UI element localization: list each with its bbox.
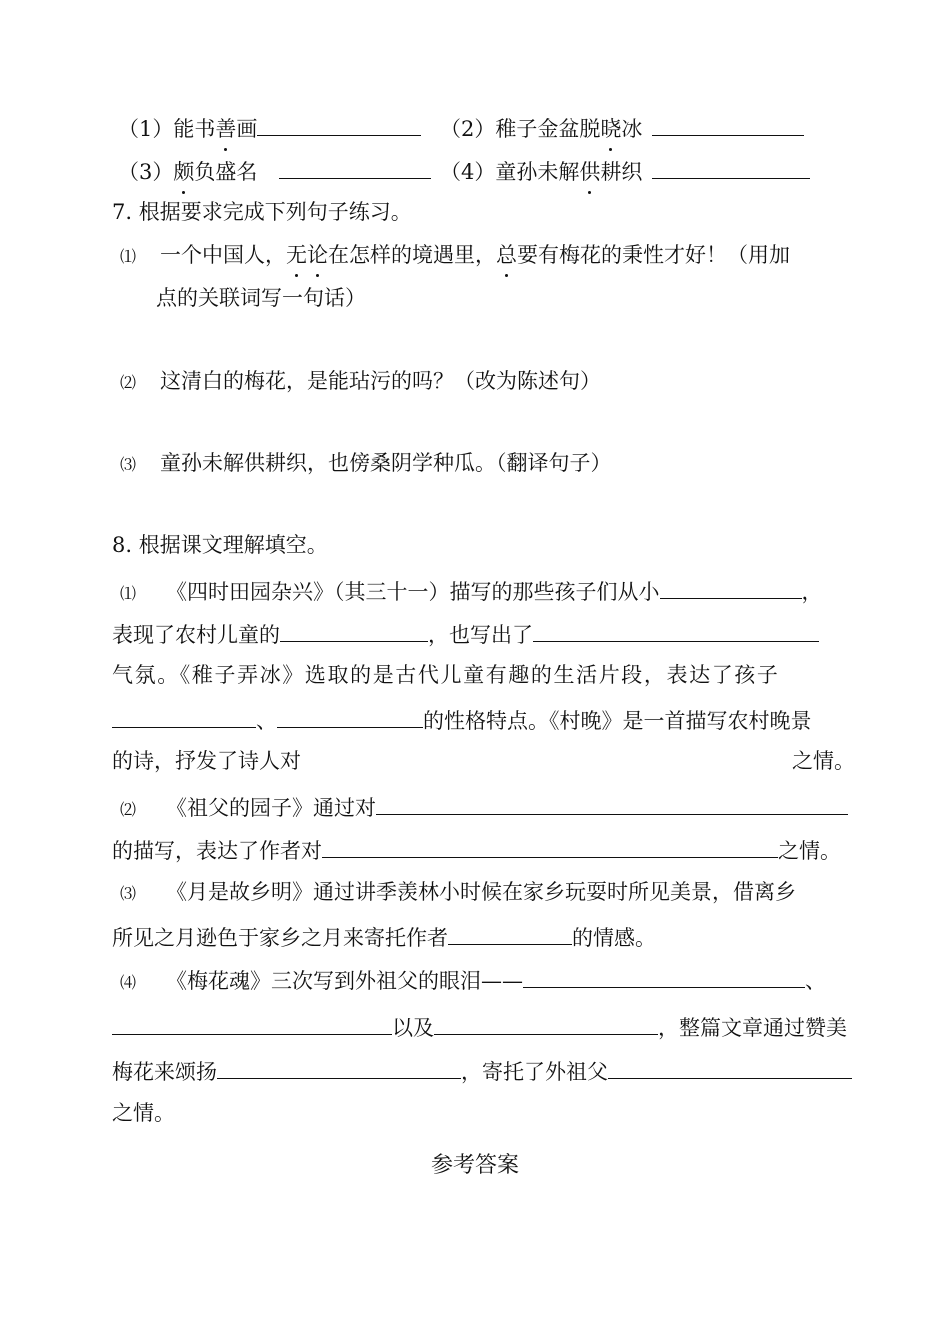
q8-part-2-blank-1[interactable] <box>376 790 848 815</box>
q7-sentence-2-text: 这清白的梅花，是能玷污的吗？（改为陈述句） <box>160 369 602 393</box>
q8-part-3-number: ⑶ <box>120 884 137 903</box>
q8-part-2-number: ⑵ <box>120 800 137 819</box>
q8-part-4-blank-5[interactable] <box>608 1054 852 1079</box>
answers-title: 参考答案 <box>430 1153 519 1178</box>
q8-part-2-line-2-end: 之情。 <box>778 839 841 863</box>
q8-part-1-blank-5[interactable] <box>277 703 423 728</box>
q6-item-1-text: （1）能书 <box>118 117 216 141</box>
q8-part-2-text: 《祖父的园子》通过对 <box>166 796 377 820</box>
q6-item-3-dotted-char: 颇 <box>173 157 194 187</box>
q8-part-2-blank-2[interactable] <box>322 833 778 858</box>
q8-part-1-blank-1[interactable] <box>660 574 802 599</box>
q8-part-4-line-2-text-a: 以及 <box>392 1016 434 1040</box>
q6-item-4-text-end: 耕织 <box>600 160 643 184</box>
q8-part-4-sep: 、 <box>805 969 827 993</box>
q8-part-4-line-3 <box>112 1054 852 1084</box>
q8-part-4-line-2-text-b: ，整篇文章通过赞美 <box>658 1016 847 1040</box>
q8-part-1-blank-4[interactable] <box>112 703 256 728</box>
q8-part-4-line-3-text-a: 梅花来颂扬 <box>112 1060 217 1084</box>
q8-part-3-line-2-end: 的情感。 <box>572 926 656 950</box>
q8-part-1-comma: ， <box>801 580 823 604</box>
q7-sentence-1-dot-1: 无 <box>286 240 307 270</box>
q7-sentence-3-number: ⑶ <box>120 455 137 474</box>
q6-item-4 <box>440 154 810 184</box>
q8-part-4-line-2 <box>112 1010 847 1040</box>
q6-item-3-text: （3） <box>118 160 174 184</box>
q8-part-4-line-3-text-b: ，寄托了外祖父 <box>461 1060 608 1084</box>
q6-item-1-blank[interactable] <box>257 111 421 136</box>
q7-sentence-1-dot-3: 总 <box>496 240 517 270</box>
q8-part-2-line-2-text: 的描写，表达了作者对 <box>112 839 322 863</box>
q6-item-4-text: （4）童孙未解 <box>440 160 580 184</box>
q8-part-1-blank-2[interactable] <box>280 617 428 642</box>
q8-part-2-line-2 <box>112 833 841 863</box>
q8-part-4-blank-1[interactable] <box>523 963 805 988</box>
q6-item-2-blank[interactable] <box>652 111 804 136</box>
q6-item-1 <box>118 111 421 141</box>
q6-item-3 <box>118 154 431 184</box>
q7-sentence-1-dot-2: 论 <box>307 240 328 270</box>
q7-sentence-1-text-b: 在怎样的境遇里， <box>328 243 497 267</box>
q6-item-3-text-end: 负盛名 <box>194 160 258 184</box>
q8-part-1-text: 《四时田园杂兴》（其三十一）描写的那些孩子们从小 <box>166 580 660 604</box>
q8-part-3-blank[interactable] <box>448 920 572 945</box>
q7-heading: 7. 根据要求完成下列句子练习。 <box>112 200 412 224</box>
q6-item-2-text: （2）稚子金盆脱 <box>440 117 601 141</box>
q6-item-2-dotted-char: 晓 <box>600 114 621 144</box>
q7-sentence-3-text: 童孙未解供耕织，也傍桑阴学种瓜。（翻译句子） <box>160 451 612 475</box>
q7-sentence-1 <box>120 240 790 270</box>
q8-part-1-line-3: 气氛。《稚子弄冰》选取的是古代儿童有趣的生活片段，表达了孩子 <box>112 663 780 687</box>
q6-item-2 <box>440 111 804 141</box>
q6-item-4-dotted-char: 供 <box>579 157 600 187</box>
q7-sentence-2-number: ⑵ <box>120 373 137 392</box>
q8-part-1-line-4-text: 的性格特点。《村晚》是一首描写农村晚景 <box>423 709 812 733</box>
q8-part-1-line-2-text-a: 表现了农村儿童的 <box>112 623 280 647</box>
q8-part-4-blank-4[interactable] <box>217 1054 461 1079</box>
q8-part-1-blank-3[interactable] <box>533 617 819 642</box>
q7-sentence-3 <box>120 448 612 478</box>
q8-part-1-line-4 <box>112 703 812 733</box>
q8-part-1-line-1 <box>120 574 823 604</box>
q8-part-3-line-2 <box>112 920 656 950</box>
q8-part-4-number: ⑷ <box>120 973 137 992</box>
q7-sentence-1-number: ⑴ <box>120 247 137 266</box>
q8-part-4-line-1 <box>120 963 826 993</box>
q8-part-1-line-4-sep: 、 <box>256 709 277 733</box>
q8-part-1-line-5: 的诗，抒发了诗人对 <box>112 749 301 773</box>
q8-part-4-line-4: 之情。 <box>112 1101 175 1125</box>
q6-item-2-text-end: 冰 <box>621 117 643 141</box>
q8-part-1-line-2 <box>112 617 819 647</box>
q7-sentence-1-continued: 点的关联词写一句话） <box>156 286 366 310</box>
q8-part-1-number: ⑴ <box>120 584 137 603</box>
q8-part-3-line-1 <box>120 877 796 907</box>
q8-part-1-line-5-end: 之情。 <box>792 749 855 773</box>
q7-sentence-2 <box>120 366 601 396</box>
q8-part-4-text: 《梅花魂》三次写到外祖父的眼泪—— <box>166 969 524 993</box>
q6-item-1-text-end: 画 <box>236 117 258 141</box>
q7-sentence-1-text-a: 一个中国人， <box>160 243 287 267</box>
q6-item-3-blank[interactable] <box>279 154 431 179</box>
q8-part-2-line-1 <box>120 790 848 820</box>
q6-item-4-blank[interactable] <box>652 154 810 179</box>
q6-item-1-dotted-char: 善 <box>215 114 236 144</box>
q8-part-3-line-2-text: 所见之月逊色于家乡之月来寄托作者 <box>112 926 448 950</box>
q8-part-1-line-2-text-b: ，也写出了 <box>428 623 533 647</box>
q8-part-4-blank-3[interactable] <box>434 1010 658 1035</box>
q8-heading: 8. 根据课文理解填空。 <box>112 533 328 557</box>
q8-part-4-blank-2[interactable] <box>112 1010 392 1035</box>
q7-sentence-1-text-c: 要有梅花的秉性才好！（用加 <box>517 243 791 267</box>
q8-part-3-text: 《月是故乡明》通过讲季羡林小时候在家乡玩耍时所见美景，借离乡 <box>166 880 797 904</box>
